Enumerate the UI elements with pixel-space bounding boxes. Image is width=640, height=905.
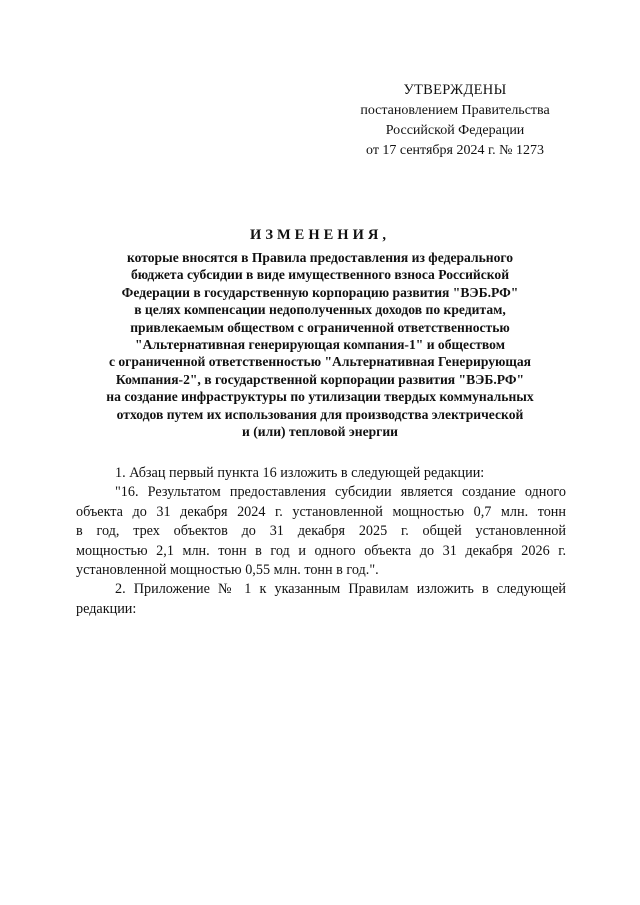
paragraph-item-1: 1. Абзац первый пункта 16 изложить в следующей редакции: bbox=[115, 465, 485, 481]
subtitle-line: привлекаемым обществом с ограниченной ответственностью bbox=[130, 319, 510, 335]
quote-line: "16. Результатом предоставления субсидии является создание одного bbox=[115, 484, 566, 501]
approval-heading: УТВЕРЖДЕНЫ bbox=[403, 82, 507, 98]
subtitle-line: Компания-2", в государственной корпорации развития "ВЭБ.РФ" bbox=[115, 371, 525, 387]
document-body bbox=[76, 464, 566, 619]
subtitle-line: отходов путем их использования для производства электрической bbox=[116, 406, 524, 422]
approval-line-2: Российской Федерации bbox=[385, 123, 525, 138]
approval-line-3: от 17 сентября 2024 г. № 1273 bbox=[366, 143, 544, 158]
subtitle-line: в целях компенсации недополученных доходов по кредитам, bbox=[134, 302, 506, 318]
quote-line: в год, трех объектов до 31 декабря 2025 г. общей установленной bbox=[76, 523, 566, 540]
subtitle-line: которые вносятся в Правила предоставления из федерального bbox=[126, 250, 514, 265]
subtitle-line: на создание инфраструктуры по утилизации твердых коммунальных bbox=[106, 389, 534, 405]
paragraph-quote bbox=[76, 483, 566, 580]
quote-line: установленной мощностью 0,55 млн. тонн в год.". bbox=[76, 562, 379, 579]
subtitle-line: Федерации в государственную корпорацию развития "ВЭБ.РФ" bbox=[121, 284, 519, 300]
quote-line: объекта до 31 декабря 2024 г. установленной мощностью 0,7 млн. тонн bbox=[76, 503, 566, 520]
approval-block bbox=[340, 80, 570, 161]
document-subtitle bbox=[60, 249, 580, 440]
item-2-line: редакции: bbox=[76, 600, 137, 617]
subtitle-line: "Альтернативная генерирующая компания-1" и обществом bbox=[135, 337, 505, 353]
item-2-line: 2. Приложение № 1 к указанным Правилам изложить в следующей bbox=[115, 581, 566, 598]
subtitle-line: бюджета субсидии в виде имущественного взноса Российской bbox=[130, 267, 510, 283]
paragraph-item-2 bbox=[76, 580, 566, 619]
quote-line: мощностью 2,1 млн. тонн в год и одного объекта до 31 декабря 2026 г. bbox=[76, 542, 566, 559]
subtitle-line: и (или) тепловой энергии bbox=[241, 424, 399, 440]
approval-line-1: постановлением Правительства bbox=[360, 103, 550, 118]
document-title: ИЗМЕНЕНИЯ, bbox=[250, 227, 390, 243]
subtitle-line: с ограниченной ответственностью "Альтернативная Генерирующая bbox=[108, 354, 532, 370]
